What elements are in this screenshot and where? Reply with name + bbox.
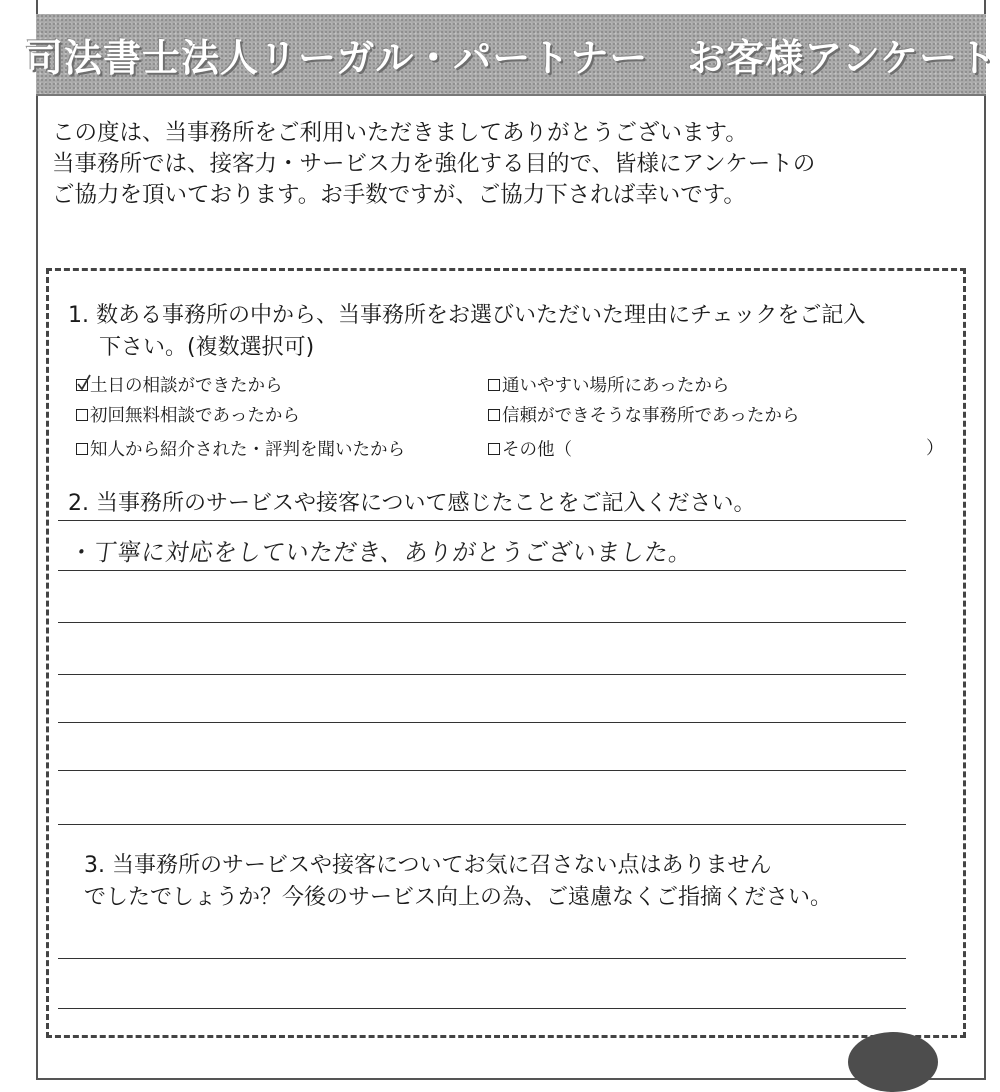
- answer-line: [58, 570, 906, 571]
- answer-line: [58, 520, 906, 521]
- option-label: その他（: [502, 440, 572, 460]
- other-close-paren: ）: [926, 438, 944, 459]
- option-convenient-location[interactable]: [488, 372, 729, 397]
- intro-line: この度は、当事務所をご利用いただきましてありがとうございます。: [52, 120, 748, 146]
- answer-line: [58, 674, 906, 675]
- intro-line: ご協力を頂いております。お手数ですが、ご協力下されば幸いです。: [52, 182, 746, 208]
- check-mark-icon: [76, 374, 92, 392]
- answer-line: [58, 622, 906, 623]
- answer-line: [58, 770, 906, 771]
- option-label: 初回無料相談であったから: [90, 406, 300, 426]
- checkbox[interactable]: [488, 443, 500, 455]
- option-free-first-consult[interactable]: [76, 402, 300, 427]
- answer-line: [58, 824, 906, 825]
- question-1-label-cont: 下さい。(複数選択可): [99, 335, 315, 360]
- option-label: 信頼ができそうな事務所であったから: [502, 406, 800, 426]
- page-title: 司法書士法人リーガル・パートナー お客様アンケート: [25, 35, 997, 80]
- question-3-label-cont: でしたでしょうか？今後のサービス向上の為、ご遠慮なくご指摘ください。: [84, 885, 833, 910]
- option-referral[interactable]: [76, 436, 405, 461]
- intro-line: 当事務所では、接客力・サービス力を強化する目的で、皆様にアンケートの: [52, 151, 816, 177]
- checkbox[interactable]: [488, 409, 500, 421]
- option-weekend-consult[interactable]: [76, 372, 283, 397]
- answer-line: [58, 958, 906, 959]
- question-3-label: 3. 当事務所のサービスや接客についてお気に召さない点はありません: [84, 853, 772, 878]
- option-trustworthy-office[interactable]: [488, 402, 799, 427]
- checkbox[interactable]: [76, 443, 88, 455]
- option-label: 土日の相談ができたから: [90, 376, 283, 396]
- checkbox[interactable]: [488, 379, 500, 391]
- option-label: 知人から紹介された・評判を聞いたから: [90, 440, 405, 460]
- handwritten-answer: ・丁寧に対応をしていただき、ありがとうございました。: [67, 539, 695, 567]
- checkbox-checked[interactable]: [76, 379, 88, 391]
- answer-line: [58, 722, 906, 723]
- intro-text: [52, 118, 952, 211]
- question-1-label: 1. 数ある事務所の中から、当事務所をお選びいただいた理由にチェックをご記入: [68, 303, 866, 328]
- option-other[interactable]: [488, 436, 572, 461]
- option-label: 通いやすい場所にあったから: [502, 376, 730, 396]
- answer-line: [58, 1008, 906, 1009]
- checkbox[interactable]: [76, 409, 88, 421]
- question-2-label: 2. 当事務所のサービスや接客について感じたことをご記入ください。: [68, 491, 756, 516]
- header-banner: [25, 14, 997, 96]
- stamp-mark: [848, 1032, 938, 1092]
